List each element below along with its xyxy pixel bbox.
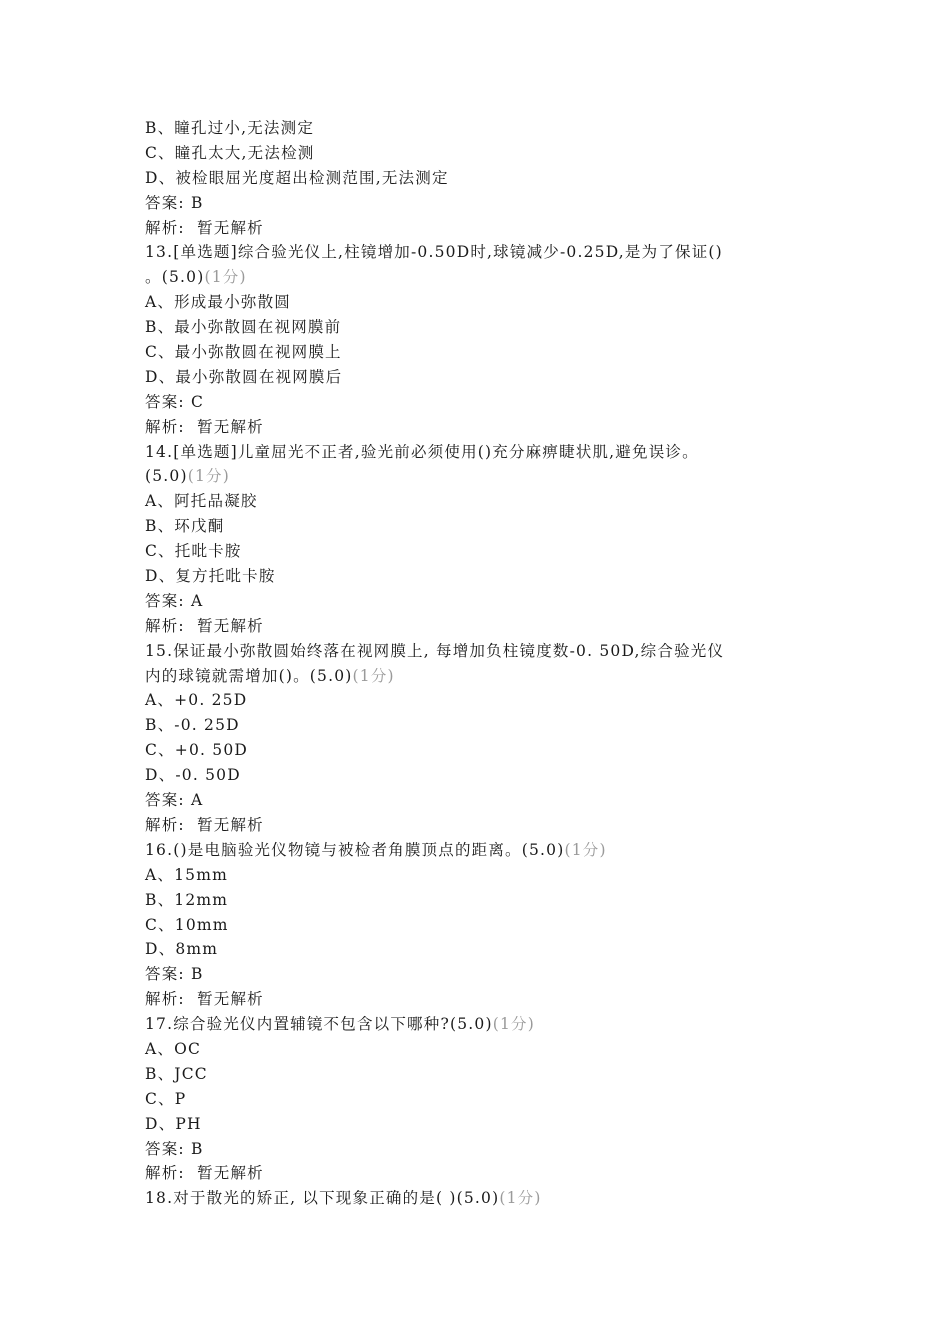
score-label: (1分)	[187, 467, 231, 486]
text-line	[145, 290, 825, 315]
score-label: (1分)	[499, 1189, 542, 1208]
line-text: 答案: B	[145, 193, 204, 212]
line-text: C、+0. 50D	[145, 741, 249, 760]
line-text: 答案: A	[145, 591, 204, 610]
line-text: A、+0. 25D	[145, 691, 248, 710]
text-line	[145, 713, 825, 738]
line-text: A、OC	[145, 1039, 202, 1058]
text-line	[145, 191, 825, 216]
text-line	[145, 315, 825, 340]
line-text: 14.[单选题]儿童屈光不正者,验光前必须使用()充分麻痹睫状肌,避免误诊。	[145, 442, 699, 461]
text-line	[145, 240, 825, 265]
text-line	[145, 987, 825, 1012]
line-text: B、12mm	[145, 890, 229, 909]
text-line	[145, 415, 825, 440]
line-text: (5.0)	[145, 467, 188, 486]
line-text: 15.保证最小弥散圆始终落在视网膜上, 每增加负柱镜度数-0. 50D,综合验光仪	[145, 641, 725, 660]
text-line	[145, 1087, 825, 1112]
text-line	[145, 1161, 825, 1186]
text-line	[145, 888, 825, 913]
text-line	[145, 141, 825, 166]
text-line	[145, 664, 825, 689]
text-line	[145, 390, 825, 415]
line-text: D、-0. 50D	[145, 766, 241, 785]
text-line	[145, 265, 825, 290]
line-text: 答案: A	[145, 791, 204, 810]
text-line	[145, 1186, 825, 1211]
line-text: C、10mm	[145, 915, 229, 934]
text-line	[145, 838, 825, 863]
score-label: (1分)	[204, 268, 247, 287]
text-line	[145, 1012, 825, 1037]
text-line	[145, 763, 825, 788]
text-line	[145, 440, 825, 465]
text-line	[145, 539, 825, 564]
line-text: 答案: B	[145, 1139, 204, 1158]
line-text: 。(5.0)	[145, 268, 205, 287]
text-line	[145, 863, 825, 888]
line-text: 17.综合验光仪内置辅镜不包含以下哪种?(5.0)	[145, 1015, 493, 1034]
text-line	[145, 614, 825, 639]
line-text: 解析: 暂无解析	[145, 815, 264, 834]
line-text: A、15mm	[145, 865, 229, 884]
text-line	[145, 1112, 825, 1137]
text-line	[145, 216, 825, 241]
text-line	[145, 365, 825, 390]
line-text: 解析: 暂无解析	[145, 417, 264, 436]
line-text: B、环戊酮	[145, 517, 225, 536]
text-line	[145, 788, 825, 813]
text-line	[145, 688, 825, 713]
text-line	[145, 813, 825, 838]
text-line	[145, 1062, 825, 1087]
text-line	[145, 738, 825, 763]
line-text: B、瞳孔过小,无法测定	[145, 119, 315, 137]
line-text: 解析: 暂无解析	[145, 990, 264, 1009]
text-line	[145, 639, 825, 664]
text-line	[145, 962, 825, 987]
line-text: 解析: 暂无解析	[145, 218, 264, 237]
line-text: 内的球镜就需增加()。(5.0)	[145, 666, 353, 685]
question-list	[145, 116, 825, 1211]
text-line	[145, 564, 825, 589]
line-text: C、托吡卡胺	[145, 542, 242, 561]
line-text: D、最小弥散圆在视网膜后	[145, 367, 343, 386]
text-line	[145, 489, 825, 514]
line-text: D、被检眼屈光度超出检测范围,无法测定	[145, 168, 449, 187]
line-text: B、最小弥散圆在视网膜前	[145, 318, 342, 337]
line-text: C、最小弥散圆在视网膜上	[145, 343, 342, 362]
score-label: (1分)	[564, 840, 607, 859]
text-line	[145, 589, 825, 614]
text-line	[145, 1137, 825, 1162]
line-text: 18.对于散光的矫正, 以下现象正确的是( )(5.0)	[145, 1189, 500, 1208]
text-line	[145, 1037, 825, 1062]
text-line	[145, 913, 825, 938]
line-text: A、阿托品凝胶	[145, 492, 258, 511]
score-label: (1分)	[492, 1015, 535, 1034]
line-text: B、-0. 25D	[145, 716, 240, 735]
text-line	[145, 166, 825, 191]
text-line	[145, 340, 825, 365]
line-text: C、瞳孔太大,无法检测	[145, 143, 315, 162]
line-text: 答案: C	[145, 392, 205, 411]
text-line	[145, 116, 825, 141]
line-text: C、P	[145, 1089, 187, 1108]
line-text: A、形成最小弥散圆	[145, 293, 291, 312]
line-text: 答案: B	[145, 965, 204, 984]
line-text: 解析: 暂无解析	[145, 616, 264, 635]
line-text: D、PH	[145, 1114, 202, 1133]
line-text: B、JCC	[145, 1064, 208, 1083]
score-label: (1分)	[352, 666, 395, 685]
line-text: 13.[单选题]综合验光仪上,柱镜增加-0.50D时,球镜减少-0.25D,是为了保证()	[145, 243, 723, 262]
text-line	[145, 464, 825, 489]
line-text: D、复方托吡卡胺	[145, 567, 276, 586]
text-line	[145, 937, 825, 962]
line-text: 16.()是电脑验光仪物镜与被检者角膜顶点的距离。(5.0)	[145, 840, 565, 859]
line-text: D、8mm	[145, 940, 219, 959]
line-text: 解析: 暂无解析	[145, 1164, 264, 1183]
text-line	[145, 514, 825, 539]
